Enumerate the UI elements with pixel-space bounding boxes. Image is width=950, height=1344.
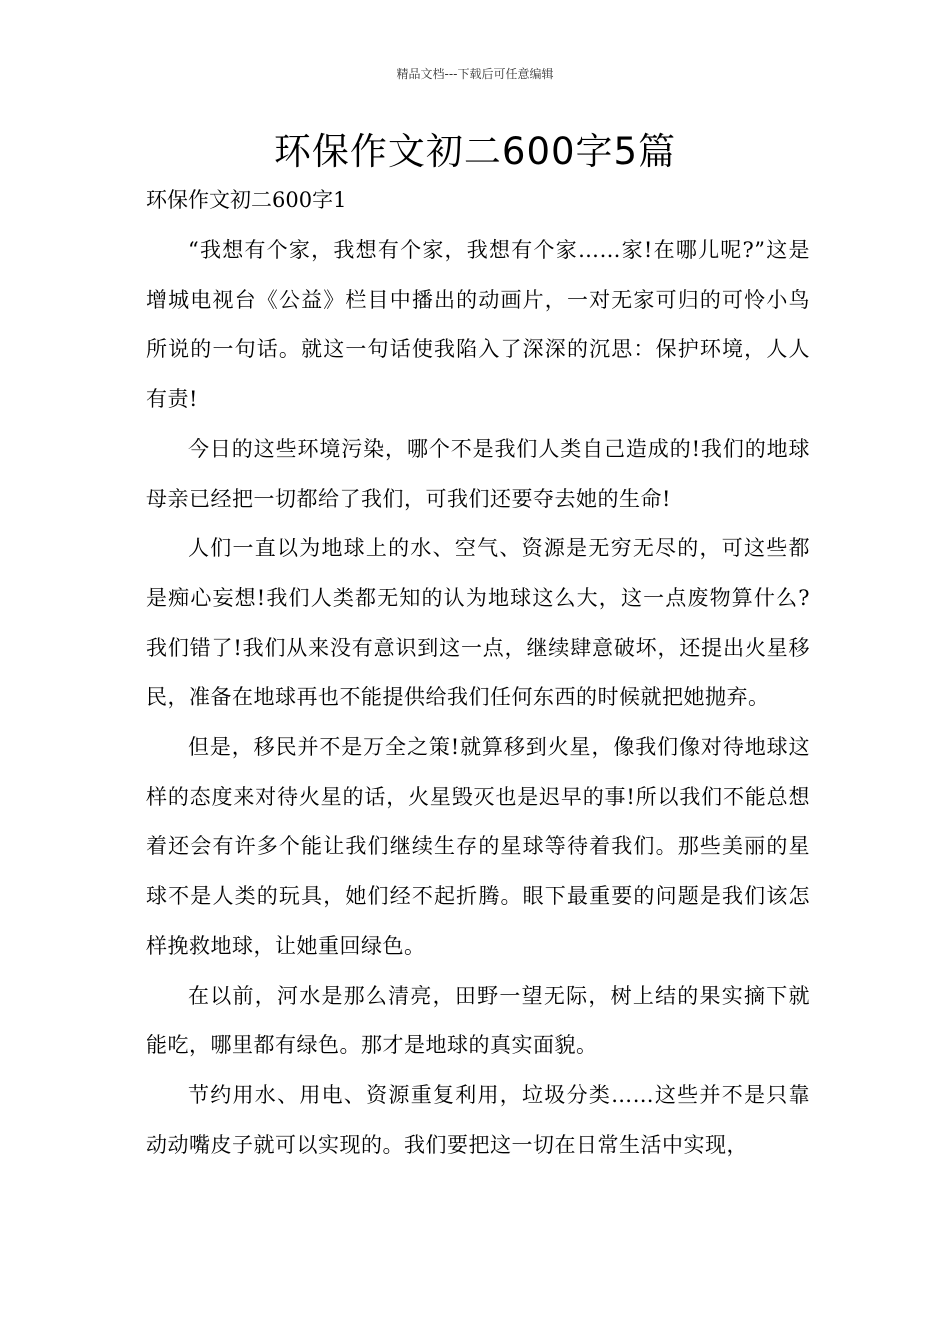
paragraph: 但是，移民并不是万全之策!就算移到火星，像我们像对待地球这样的态度来对待火星的话，火星毁灭也是迟早的事!所以我们不能总想着还会有许多个能让我们继续生存的星球等待着我们。那些美丽的星球不是人类的玩具，她们经不起折腾。眼下最重要的问题是我们该怎样挽救地球，让她重回绿色。 bbox=[146, 735, 810, 958]
paragraph: 人们一直以为地球上的水、空气、资源是无穷无尽的，可这些都是痴心妄想!我们人类都无知的认为地球这么大，这一点废物算什么?我们错了!我们从来没有意识到这一点，继续肆意破坏，还提出火星移民，准备在地球再也不能提供给我们任何东西的时候就把她抛弃。 bbox=[146, 536, 810, 710]
essay-subtitle: 环保作文初二600字1 bbox=[146, 188, 347, 212]
document-title: 环保作文初二600字5篇 bbox=[273, 130, 677, 173]
paragraph: 今日的这些环境污染，哪个不是我们人类自己造成的!我们的地球母亲已经把一切都给了我们，可我们还要夺去她的生命! bbox=[146, 436, 810, 511]
paragraph: “我想有个家，我想有个家，我想有个家……家!在哪儿呢?”这是增城电视台《公益》栏目中播出的动画片，一对无家可归的可怜小鸟所说的一句话。就这一句话使我陷入了深深的沉思：保护环境，人人有责! bbox=[146, 238, 810, 412]
header-note: 精品文档---下载后可任意编辑 bbox=[396, 67, 554, 81]
paragraph: 节约用水、用电、资源重复利用，垃圾分类……这些并不是只靠动动嘴皮子就可以实现的。我们要把这一切在日常生活中实现， bbox=[146, 1082, 810, 1157]
essay-body bbox=[146, 226, 810, 1170]
paragraph: 在以前，河水是那么清亮，田野一望无际，树上结的果实摘下就能吃，哪里都有绿色。那才是地球的真实面貌。 bbox=[146, 983, 810, 1058]
